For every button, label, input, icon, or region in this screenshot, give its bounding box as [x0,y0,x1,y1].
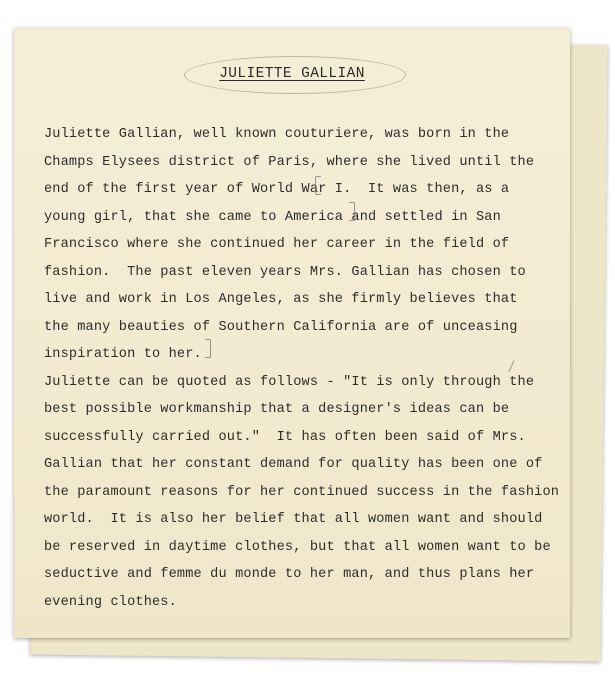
text-line: fashion. The past eleven years Mrs. Gallian has chosen to [44,264,526,280]
text-line: Juliette Gallian, well known couturiere, was born in the [44,127,510,142]
text-line: seductive and femme du monde to her man, and thus plans her [44,567,535,582]
text-line: Champs Elysees district of Paris, where she lived until the [44,154,535,170]
text-line: inspiration to her. [44,347,202,362]
text-line: Juliette can be quoted as follows - "It is only through the [44,374,535,390]
text-line: live and work in Los Angeles, as she firmly believes that [44,292,518,307]
edit-bracket-mark [205,339,211,358]
text-line: Francisco where she continued her career in the field of [44,237,510,252]
text-line: be reserved in daytime clothes, but that all women want to be [44,539,551,555]
edit-bracket-mark [349,202,355,221]
text-line: end of the first year of World War I. It was then, as a [44,182,510,197]
text-line: evening clothes. [44,594,177,610]
text-line: the paramount reasons for her continued success in the fashion [44,484,560,500]
text-line: the many beauties of Southern California are of unceasing [44,319,518,335]
text-line: best possible workmanship that a designer's ideas can be [44,402,510,417]
text-line: Gallian that her constant demand for quality has been one of [44,457,543,472]
document-title: JULIETTE GALLIAN [219,66,365,82]
document-body [44,121,564,616]
typewritten-page [14,28,570,638]
edit-bracket-mark [315,176,321,195]
text-line: young girl, that she came to America and settled in San [44,209,501,225]
text-line: world. It is also her belief that all women want and should [44,512,543,527]
text-line: successfully carried out." It has often been said of Mrs. [44,429,526,445]
